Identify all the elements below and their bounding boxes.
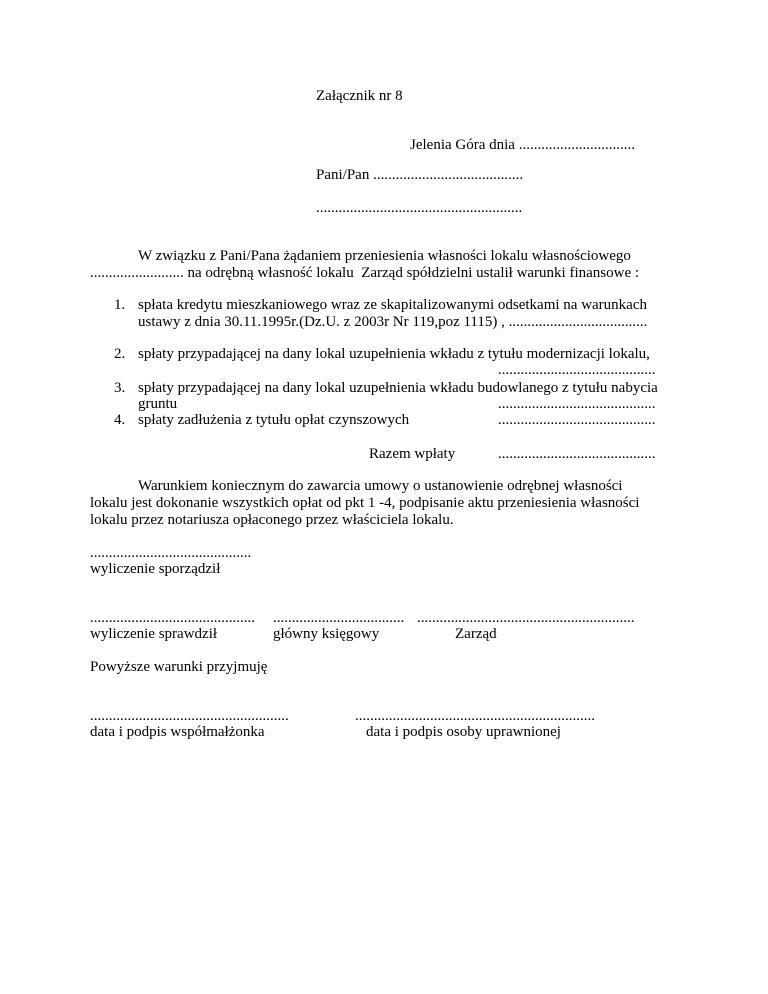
- item-4-line-1: spłaty zadłużenia z tytułu opłat czynszowych: [138, 412, 410, 428]
- item-2-line-1: spłaty przypadającej na dany lokal uzupełnienia wkładu z tytułu modernizacji lokalu,: [138, 346, 650, 362]
- prepared-signature-dots: ...........................................: [90, 545, 252, 561]
- board-label: Zarząd: [455, 626, 497, 642]
- addressee-name: Pani/Pan ........................................: [316, 167, 524, 183]
- accountant-label: główny księgowy: [273, 626, 380, 642]
- authorized-signature-label: data i podpis osoby uprawnionej: [366, 724, 561, 740]
- intro-line-1: W związku z Pani/Pana żądaniem przeniesienia własności lokalu własnościowego: [138, 248, 631, 264]
- item-3-line-2: gruntu: [138, 396, 178, 412]
- spouse-signature-label: data i podpis współmałżonka: [90, 724, 265, 740]
- place-and-date: Jelenia Góra dnia ...............................: [410, 137, 635, 153]
- item-3-line-1: spłaty przypadającej na dany lokal uzupełnienia wkładu budowlanego z tytułu nabycia: [138, 380, 658, 396]
- item-number-4: 4.: [114, 412, 126, 428]
- item-3-amount-dots: ..........................................: [498, 396, 656, 412]
- accountant-signature-dots: ...................................: [273, 610, 405, 626]
- item-4-amount-dots: ..........................................: [498, 412, 656, 428]
- checked-by-label: wyliczenie sprawdził: [90, 626, 218, 642]
- item-1-line-2: ustawy z dnia 30.11.1995r.(Dz.U. z 2003r Nr 119,poz 1115) , .....................................: [138, 314, 648, 330]
- total-label: Razem wpłaty: [369, 446, 456, 462]
- item-number-2: 2.: [114, 346, 126, 362]
- item-number-3: 3.: [114, 380, 126, 396]
- acceptance-text: Powyższe warunki przyjmuję: [90, 659, 268, 675]
- attachment-number: Załącznik nr 8: [316, 88, 403, 104]
- conditions-line-1: Warunkiem koniecznym do zawarcia umowy o ustanowienie odrębnej własności: [138, 478, 623, 494]
- addressee-address: .......................................................: [316, 200, 523, 216]
- intro-line-2: ......................... na odrębną własność lokalu Zarząd spółdzielni ustalił warunki finansowe :: [90, 265, 640, 281]
- board-signature-dots: ..........................................................: [417, 610, 635, 626]
- item-2-amount-dots: ..........................................: [498, 362, 656, 378]
- item-number-1: 1.: [114, 297, 126, 313]
- checked-signature-dots: ............................................: [90, 610, 255, 626]
- conditions-line-2: lokalu jest dokonanie wszystkich opłat od pkt 1 -4, podpisanie aktu przeniesienia własności: [90, 495, 640, 511]
- spouse-signature-dots: .....................................................: [90, 708, 289, 724]
- total-amount-dots: ..........................................: [498, 446, 656, 462]
- item-1-line-1: spłata kredytu mieszkaniowego wraz ze skapitalizowanymi odsetkami na warunkach: [138, 297, 647, 313]
- prepared-by-label: wyliczenie sporządził: [90, 561, 221, 577]
- conditions-line-3: lokalu przez notariusza opłaconego przez właściciela lokalu.: [90, 512, 454, 528]
- authorized-signature-dots: ................................................................: [355, 708, 595, 724]
